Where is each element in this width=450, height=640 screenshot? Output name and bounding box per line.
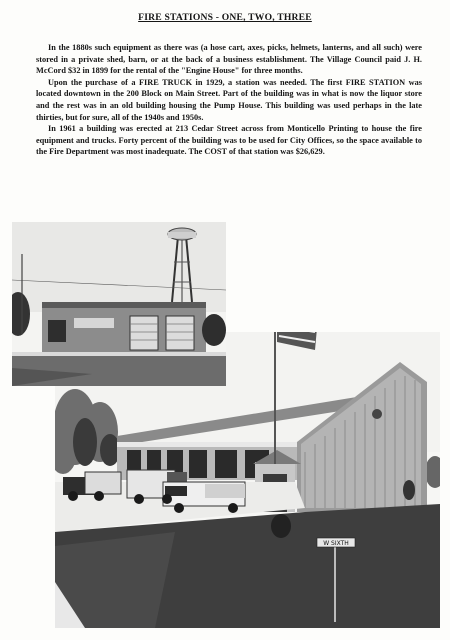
paragraph-2: Upon the purchase of a FIRE TRUCK in 1929, a station was needed. The first FIRE STATION was located downtown in the 200 Block on Main Street. Part of the building was in what is now the liquor store and the rest was in an old building housing the Pump House. This building was used perhaps in the late thirties, but for sure, all of the 1940s and 1950s. xyxy=(36,77,422,122)
photo-fire-station-1961 xyxy=(12,222,226,386)
paragraph-1: In the 1880s such equipment as there was (a hose cart, axes, picks, helmets, lanterns, and all such) were stored in a private shed, barn, or at the back of a business establishment. The Village Council paid J. H. McCord $32 in 1899 for the rental of the "Engine House" for three months. xyxy=(36,43,422,76)
paragraph-3: In 1961 a building was erected at 213 Cedar Street across from Monticello Printing to house the fire equipment and trucks. Forty percent of the building was to be used for City Offices, so the space available to the Fire Department was most inadequate. The COST of that station was $26,629. xyxy=(36,124,422,157)
street-sign-label: W SIXTH xyxy=(323,540,349,547)
document-title xyxy=(0,12,450,23)
document-body xyxy=(36,42,422,158)
document-title-text: FIRE STATIONS - ONE, TWO, THREE xyxy=(138,12,312,23)
